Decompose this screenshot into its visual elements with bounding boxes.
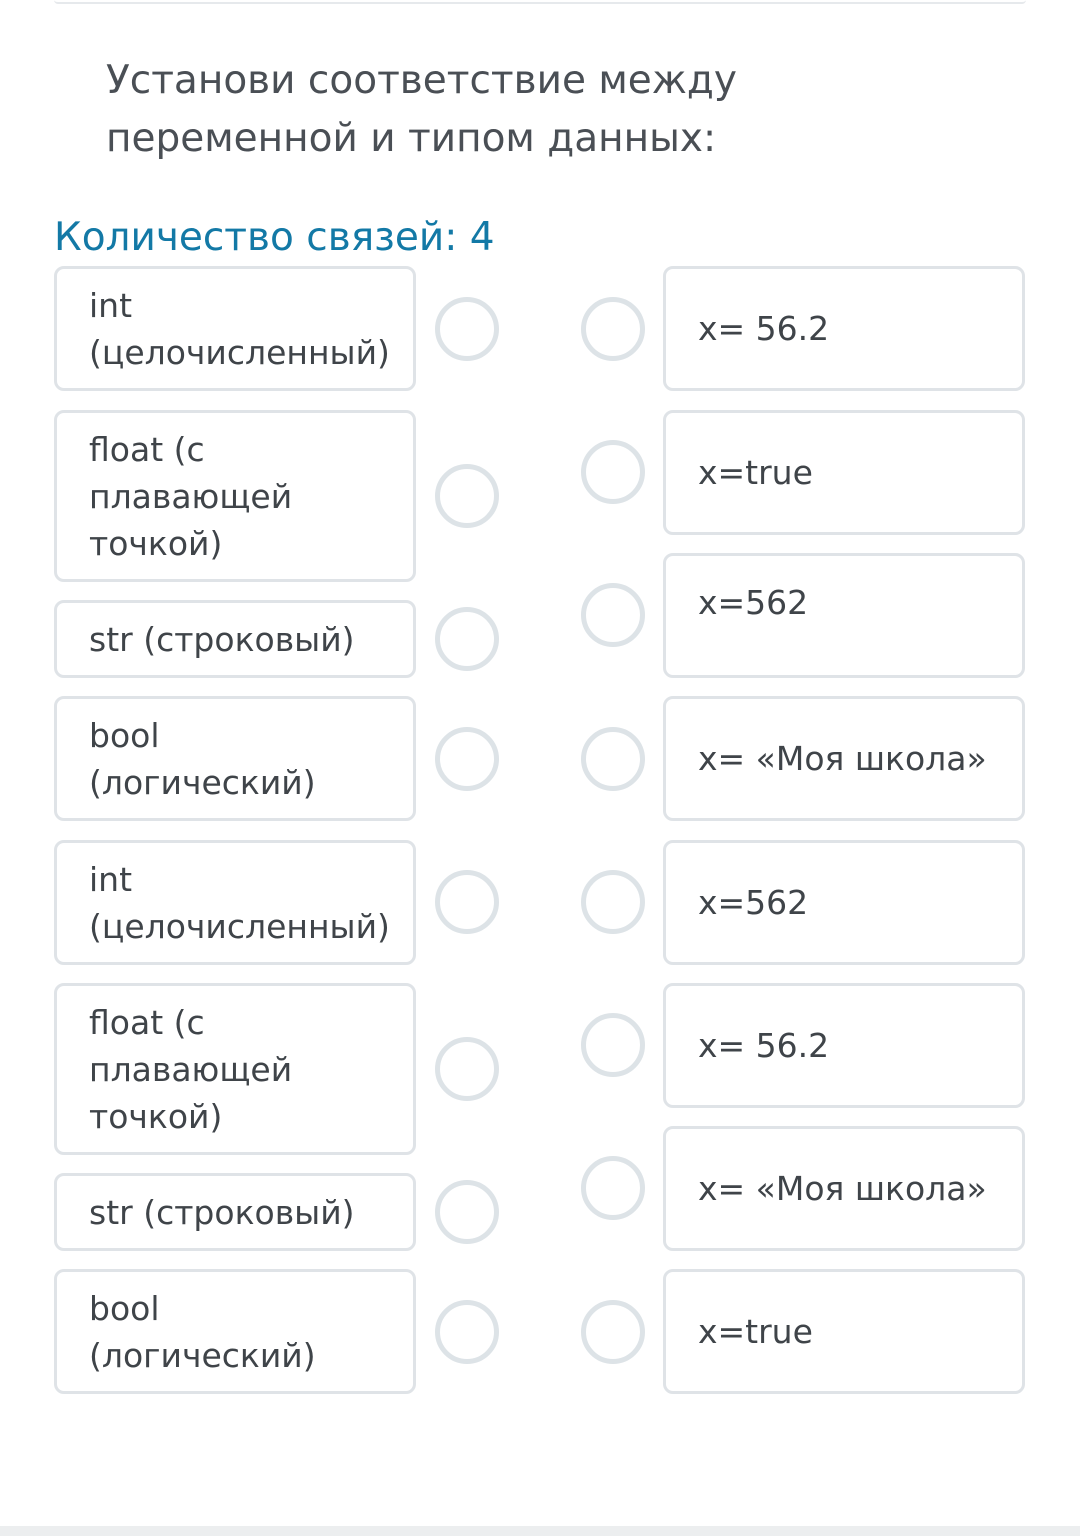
right-item-label: x= «Моя школа» <box>698 1169 987 1208</box>
right-item-label: x=true <box>698 1312 813 1351</box>
left-item-label: int (целочисленный) <box>89 285 390 372</box>
right-item-label: x= 56.2 <box>698 1026 830 1065</box>
left-item-float[interactable] <box>54 410 416 582</box>
right-item-str-value[interactable] <box>663 1126 1025 1251</box>
right-connector-circle-icon[interactable] <box>581 1156 645 1220</box>
right-item-int-value[interactable] <box>663 553 1025 678</box>
left-connector-circle-icon[interactable] <box>435 1180 499 1244</box>
left-item-label: int (целочисленный) <box>89 859 390 946</box>
right-item-int-value[interactable] <box>663 840 1025 965</box>
left-item-int[interactable] <box>54 840 416 965</box>
left-connector-circle-icon[interactable] <box>435 464 499 528</box>
right-item-float-value[interactable] <box>663 983 1025 1108</box>
left-item-str[interactable] <box>54 1173 416 1251</box>
right-item-str-value[interactable] <box>663 696 1025 821</box>
right-item-bool-value[interactable] <box>663 1269 1025 1394</box>
right-item-float-value[interactable] <box>663 266 1025 391</box>
left-item-label: bool (логический) <box>89 715 316 802</box>
right-item-label: x=true <box>698 453 813 492</box>
right-item-label: x=562 <box>698 583 809 622</box>
left-item-float[interactable] <box>54 983 416 1155</box>
previous-card-edge <box>54 0 1026 4</box>
right-connector-circle-icon[interactable] <box>581 727 645 791</box>
left-connector-circle-icon[interactable] <box>435 607 499 671</box>
right-item-label: x=562 <box>698 883 809 922</box>
right-item-bool-value[interactable] <box>663 410 1025 535</box>
question-text: Установи соответствие между переменной и типом данных: <box>106 58 737 161</box>
links-count: Количество связей: 4 <box>54 215 495 260</box>
bottom-bar <box>0 1526 1080 1536</box>
left-item-label: float (с плавающей точкой) <box>89 1002 293 1136</box>
left-item-bool[interactable] <box>54 1269 416 1394</box>
left-item-int[interactable] <box>54 266 416 391</box>
right-connector-circle-icon[interactable] <box>581 870 645 934</box>
left-item-label: str (строковый) <box>89 619 355 659</box>
left-item-str[interactable] <box>54 600 416 678</box>
left-connector-circle-icon[interactable] <box>435 1300 499 1364</box>
left-item-label: str (строковый) <box>89 1192 355 1232</box>
left-connector-circle-icon[interactable] <box>435 297 499 361</box>
right-connector-circle-icon[interactable] <box>581 440 645 504</box>
left-item-label: float (с плавающей точкой) <box>89 429 293 563</box>
right-connector-circle-icon[interactable] <box>581 1300 645 1364</box>
right-connector-circle-icon[interactable] <box>581 583 645 647</box>
right-connector-circle-icon[interactable] <box>581 297 645 361</box>
left-item-label: bool (логический) <box>89 1288 316 1375</box>
left-connector-circle-icon[interactable] <box>435 727 499 791</box>
right-item-label: x= 56.2 <box>698 309 830 348</box>
left-item-bool[interactable] <box>54 696 416 821</box>
right-connector-circle-icon[interactable] <box>581 1013 645 1077</box>
left-connector-circle-icon[interactable] <box>435 1037 499 1101</box>
right-item-label: x= «Моя школа» <box>698 739 987 778</box>
left-connector-circle-icon[interactable] <box>435 870 499 934</box>
